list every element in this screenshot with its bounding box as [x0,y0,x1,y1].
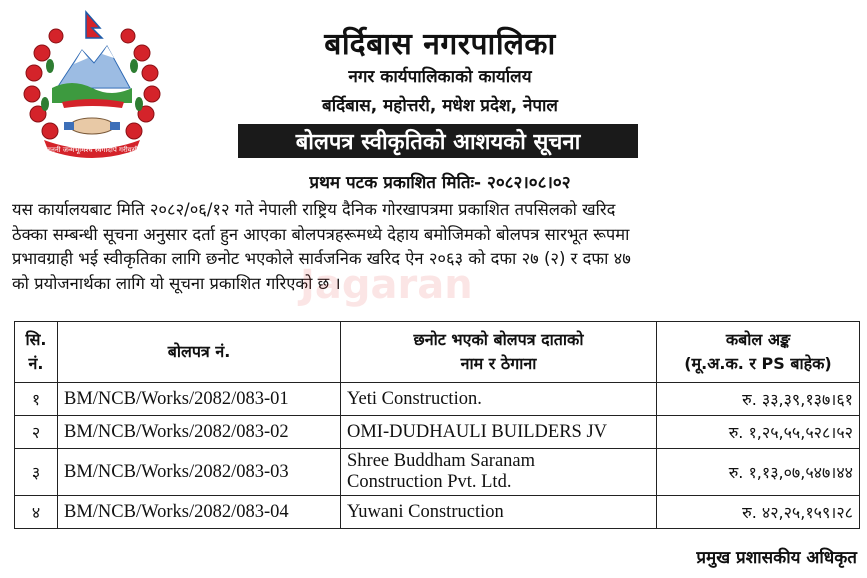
bidder-name-line: OMI-DUDHAULI BUILDERS JV [347,421,608,442]
office-subtitle: नगर कार्यपालिकाको कार्यालय [348,67,532,87]
body-line: ठेक्का सम्बन्धी सूचना अनुसार दर्ता हुन आएका बोलपत्रहरूमध्ये देहाय बमोजिमको बोलपत्र सारभूत रूपमा [12,224,630,244]
published-date: प्रथम पटक प्रकाशित मितिः- २०८२।०८।०२ [309,173,571,193]
awarded-bids-table [14,321,860,529]
bidder-name-line: Yuwani Construction [347,501,504,522]
header-bidder-line2: नाम र ठेगाना [460,354,537,373]
svg-text:जननी जन्मभूमिश्च स्वर्गादपि गर: जननी जन्मभूमिश्च स्वर्गादपि गरीयसी [45,146,139,154]
header-amount-line1: कबोल अङ्क [725,330,791,349]
body-line: यस कार्यालयबाट मिति २०८२/०६/१२ गते नेपाली राष्ट्रिय दैनिक गोरखापत्रमा प्रकाशित तपसिलको खरिद [12,200,616,219]
office-title: बर्दिबास नगरपालिका [324,27,556,62]
body-line: प्रभावग्राही भई स्वीकृतिका लागि छनोट भएकोले सार्वजनिक खरिद ऐन २०६३ को दफा २७ (२) र दफा ४७ [12,249,631,268]
cell-bid-no: BM/NCB/Works/2082/083-02 [58,416,341,449]
table-row [15,449,860,496]
cell-amount: रु. ४२,२५,१५९।२८ [657,496,860,529]
header-bidder [341,322,657,383]
bidder-name-line: Shree Buddham Saranam [347,451,536,471]
table-header-row [15,322,860,383]
cell-bidder [341,383,657,416]
office-address: बर्दिबास, महोत्तरी, मधेश प्रदेश, नेपाल [322,96,558,116]
header-amount [657,322,860,383]
header-sn-line1: सि. [25,330,47,349]
cell-bid-no: BM/NCB/Works/2082/083-04 [58,496,341,529]
bidder-name-line: Construction Pvt. Ltd. [347,472,512,492]
cell-sn: ४ [15,496,58,529]
header-sn-line2: नं. [28,354,44,373]
table-row [15,416,860,449]
cell-amount: रु. १,२५,५५,५२८।५२ [657,416,860,449]
cell-sn: २ [15,416,58,449]
cell-bid-no: BM/NCB/Works/2082/083-03 [58,449,341,496]
header-sn [15,322,58,383]
header-bid-no: बोलपत्र नं. [58,322,341,383]
table-row [15,496,860,529]
table-row [15,383,860,416]
body-line: को प्रयोजनार्थका लागि यो सूचना प्रकाशित गरिएको छ । [12,273,341,293]
header-bidder-line1: छनोट भएको बोलपत्र दाताको [413,330,584,349]
notice-title-banner: बोलपत्र स्वीकृतिको आशयको सूचना [238,124,638,158]
cell-bidder [341,449,657,496]
header-amount-line2: (मू.अ.क. र PS बाहेक) [684,354,832,373]
nepal-emblem-icon [12,8,172,168]
cell-sn: ३ [15,449,58,496]
cell-bidder [341,496,657,529]
bidder-name-line: Yeti Construction. [347,388,482,409]
signatory-title: प्रमुख प्रशासकीय अधिकृत [696,548,857,568]
cell-amount: रु. ३३,३९,१३७।६१ [657,383,860,416]
watermark-text: Jagaran [300,262,473,308]
cell-sn: १ [15,383,58,416]
cell-amount: रु. १,१३,०७,५४७।४४ [657,449,860,496]
cell-bidder [341,416,657,449]
cell-bid-no: BM/NCB/Works/2082/083-01 [58,383,341,416]
